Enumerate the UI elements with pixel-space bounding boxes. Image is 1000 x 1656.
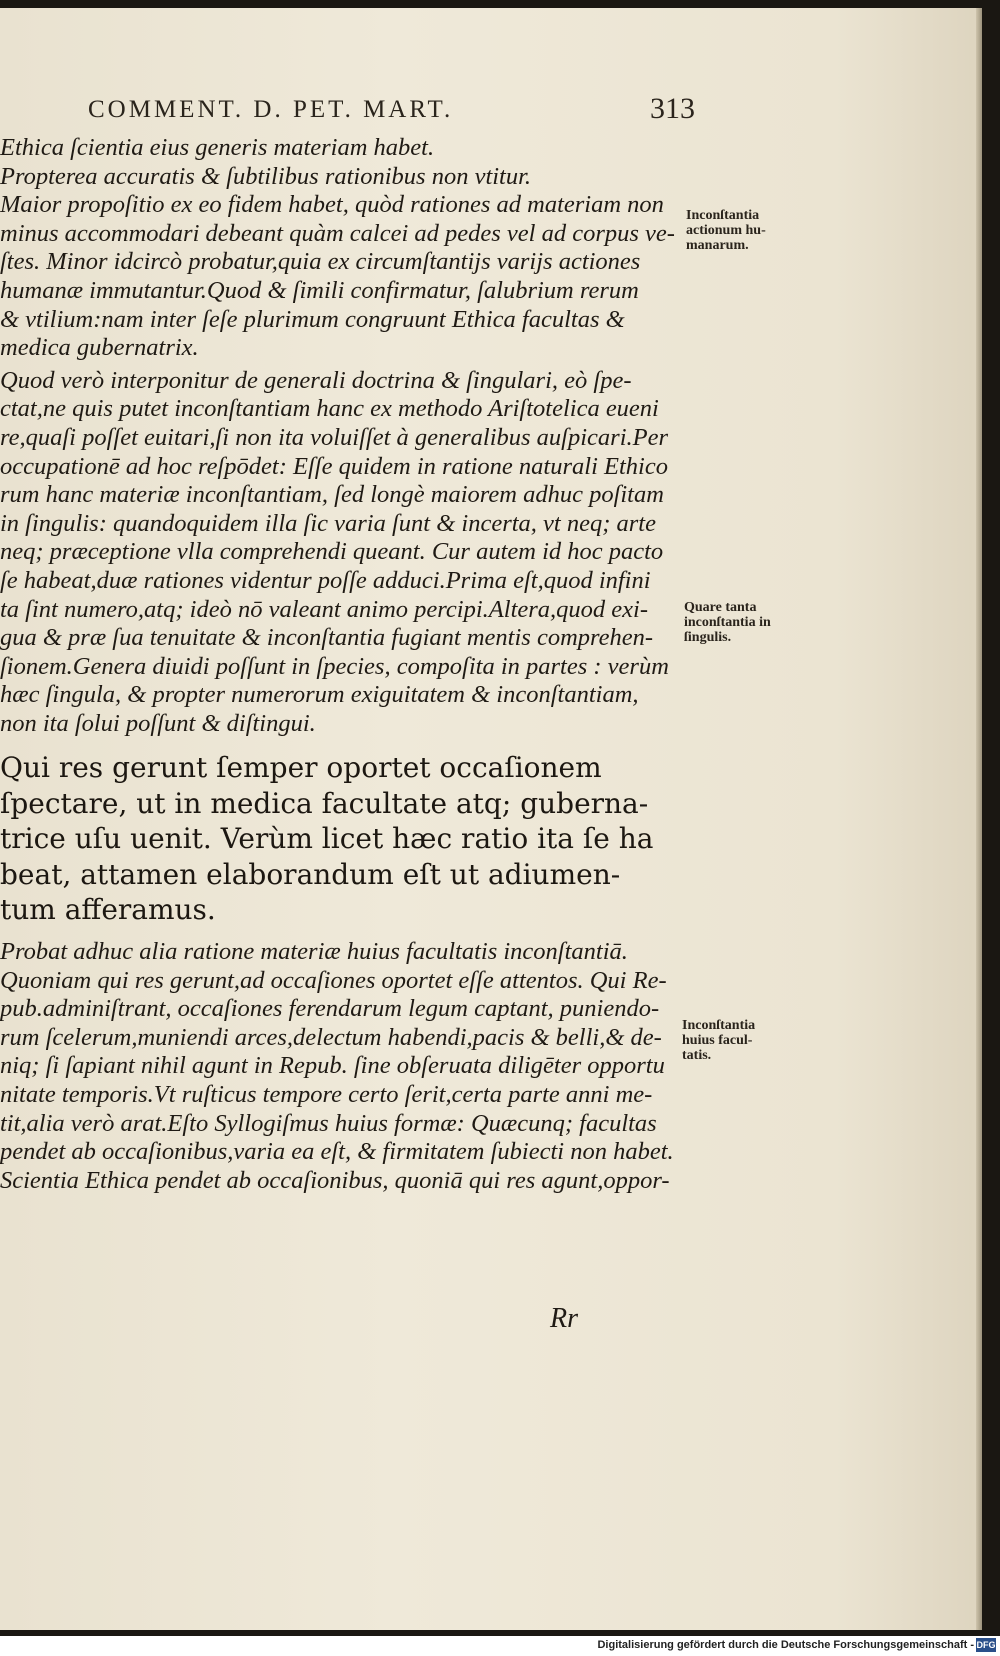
- text-line: medica gubernatrix.: [0, 334, 199, 362]
- text-line: pendet ab occaſionibus,varia ea eſt, & firmitatem ſubiecti non habet.: [0, 1138, 674, 1166]
- dfg-footer: [0, 1636, 1000, 1656]
- margin-note-quare-tanta: Quare tanta inconſtantia in ſingulis.: [684, 600, 771, 645]
- text-line: & vtilium:nam inter ſeſe plurimum congruunt Ethica facultas &: [0, 305, 625, 333]
- text-line: Quoniam qui res gerunt,ad occaſiones oportet eſſe attentos. Qui Re-: [0, 966, 667, 994]
- paragraph-2: [0, 367, 690, 739]
- signature-mark: Rr: [550, 1303, 578, 1334]
- quote-line: Qui res gerunt ſemper oportet occaſionem: [0, 751, 602, 785]
- text-line: neq; præceptione vlla comprehendi queant. Cur autem id hoc pacto: [0, 538, 664, 566]
- text-line: Propterea accuratis & ſubtilibus rationibus non vtitur.: [0, 162, 532, 190]
- text-line: ſe habeat,duæ rationes videntur poſſe adduci.Prima eſt,quod infini: [0, 566, 651, 594]
- text-line: humanæ immutantur.Quod & ſimili confirmatur, ſalubrium rerum: [0, 276, 639, 304]
- text-line: re,quaſi poſſet euitari,ſi non ita voluiſſet à generalibus auſpicari.Per: [0, 423, 669, 451]
- text-line: pub.adminiſtrant, occaſiones ferendarum legum captant, puniendo-: [0, 995, 660, 1023]
- text-line: occupationē ad hoc reſpōdet: Eſſe quidem in ratione naturali Ethico: [0, 452, 668, 480]
- quote-line: beat, attamen elaborandum eſt ut adiumen-: [0, 857, 621, 891]
- text-line: ctat,ne quis putet inconſtantiam hanc ex methodo Ariſtotelica eueni: [0, 395, 659, 423]
- text-line: Probat adhuc alia ratione materiæ huius facultatis inconſtantiā.: [0, 937, 628, 965]
- margin-note-inconstantia-actionum: Inconſtantia actionum hu- manarum.: [686, 208, 766, 253]
- folio-number: 313: [650, 92, 695, 125]
- text-line: hæc ſingula, & propter numerorum exiguitatem & inconſtantiam,: [0, 681, 639, 709]
- quote-line: trice uſu uenit. Verùm licet hæc ratio ita ſe ha: [0, 822, 654, 856]
- main-text-column: [0, 134, 690, 1195]
- margin-note-inconstantia-facultatis: Inconſtantia huius facul- tatis.: [682, 1018, 756, 1063]
- quote-line: tum afferamus.: [0, 893, 216, 927]
- running-head: [88, 92, 708, 130]
- text-line: tit,alia verò arat.Eſto Syllogiſmus huius formæ: Quæcunq; facultas: [0, 1109, 657, 1137]
- text-line: Scientia Ethica pendet ab occaſionibus, quoniā qui res agunt,oppor-: [0, 1166, 670, 1194]
- text-line: Ethica ſcientia eius generis materiam habet.: [0, 134, 435, 161]
- text-line: rum hanc materiæ inconſtantiam, ſed longè maiorem adhuc poſitam: [0, 481, 664, 509]
- text-line: niq; ſi ſapiant nihil agunt in Repub. ſine obſeruata diligēter opportu: [0, 1052, 665, 1080]
- text-line: minus accommodari debeant quàm calcei ad pedes vel ad corpus ve-: [0, 219, 675, 247]
- text-line: in ſingulis: quandoquidem illa ſic varia ſunt & incerta, vt neq; arte: [0, 509, 656, 537]
- text-line: Quod verò interponitur de generali doctrina & ſingulari, eò ſpe-: [0, 366, 632, 394]
- text-line: rum ſcelerum,muniendi arces,delectum habendi,pacis & belli,& de-: [0, 1023, 662, 1051]
- dfg-logo-icon: DFG: [976, 1640, 996, 1650]
- page-edge: [976, 8, 982, 1630]
- quote-line: ſpectare, ut in medica facultate atq; guberna-: [0, 786, 649, 820]
- funding-credit: Digitalisierung gefördert durch die Deutsche Forschungsgemeinschaft -: [597, 1639, 974, 1651]
- book-page: [0, 8, 982, 1630]
- text-line: nitate temporis.Vt ruſticus tempore certo ſerit,certa parte anni me-: [0, 1080, 653, 1108]
- text-line: ta ſint numero,atq; ideò nō valeant animo percipi.Altera,quod exi-: [0, 595, 648, 623]
- text-line: non ita ſolui poſſunt & diſtingui.: [0, 709, 316, 737]
- text-line: ſtes. Minor idcircò probatur,quia ex circumſtantijs varijs actiones: [0, 248, 641, 276]
- text-line: Maior propoſitio ex eo fidem habet, quòd rationes ad materiam non: [0, 191, 664, 219]
- running-title: COMMENT. D. PET. MART.: [88, 96, 454, 123]
- text-line: ſionem.Genera diuidi poſſunt in ſpecies, compoſita in partes : verùm: [0, 652, 669, 680]
- aristotle-text-quote: [0, 750, 690, 928]
- paragraph-1: [0, 134, 690, 363]
- paragraph-3: [0, 938, 690, 1195]
- text-line: gua & præ ſua tenuitate & inconſtantia fugiant mentis comprehen-: [0, 624, 654, 652]
